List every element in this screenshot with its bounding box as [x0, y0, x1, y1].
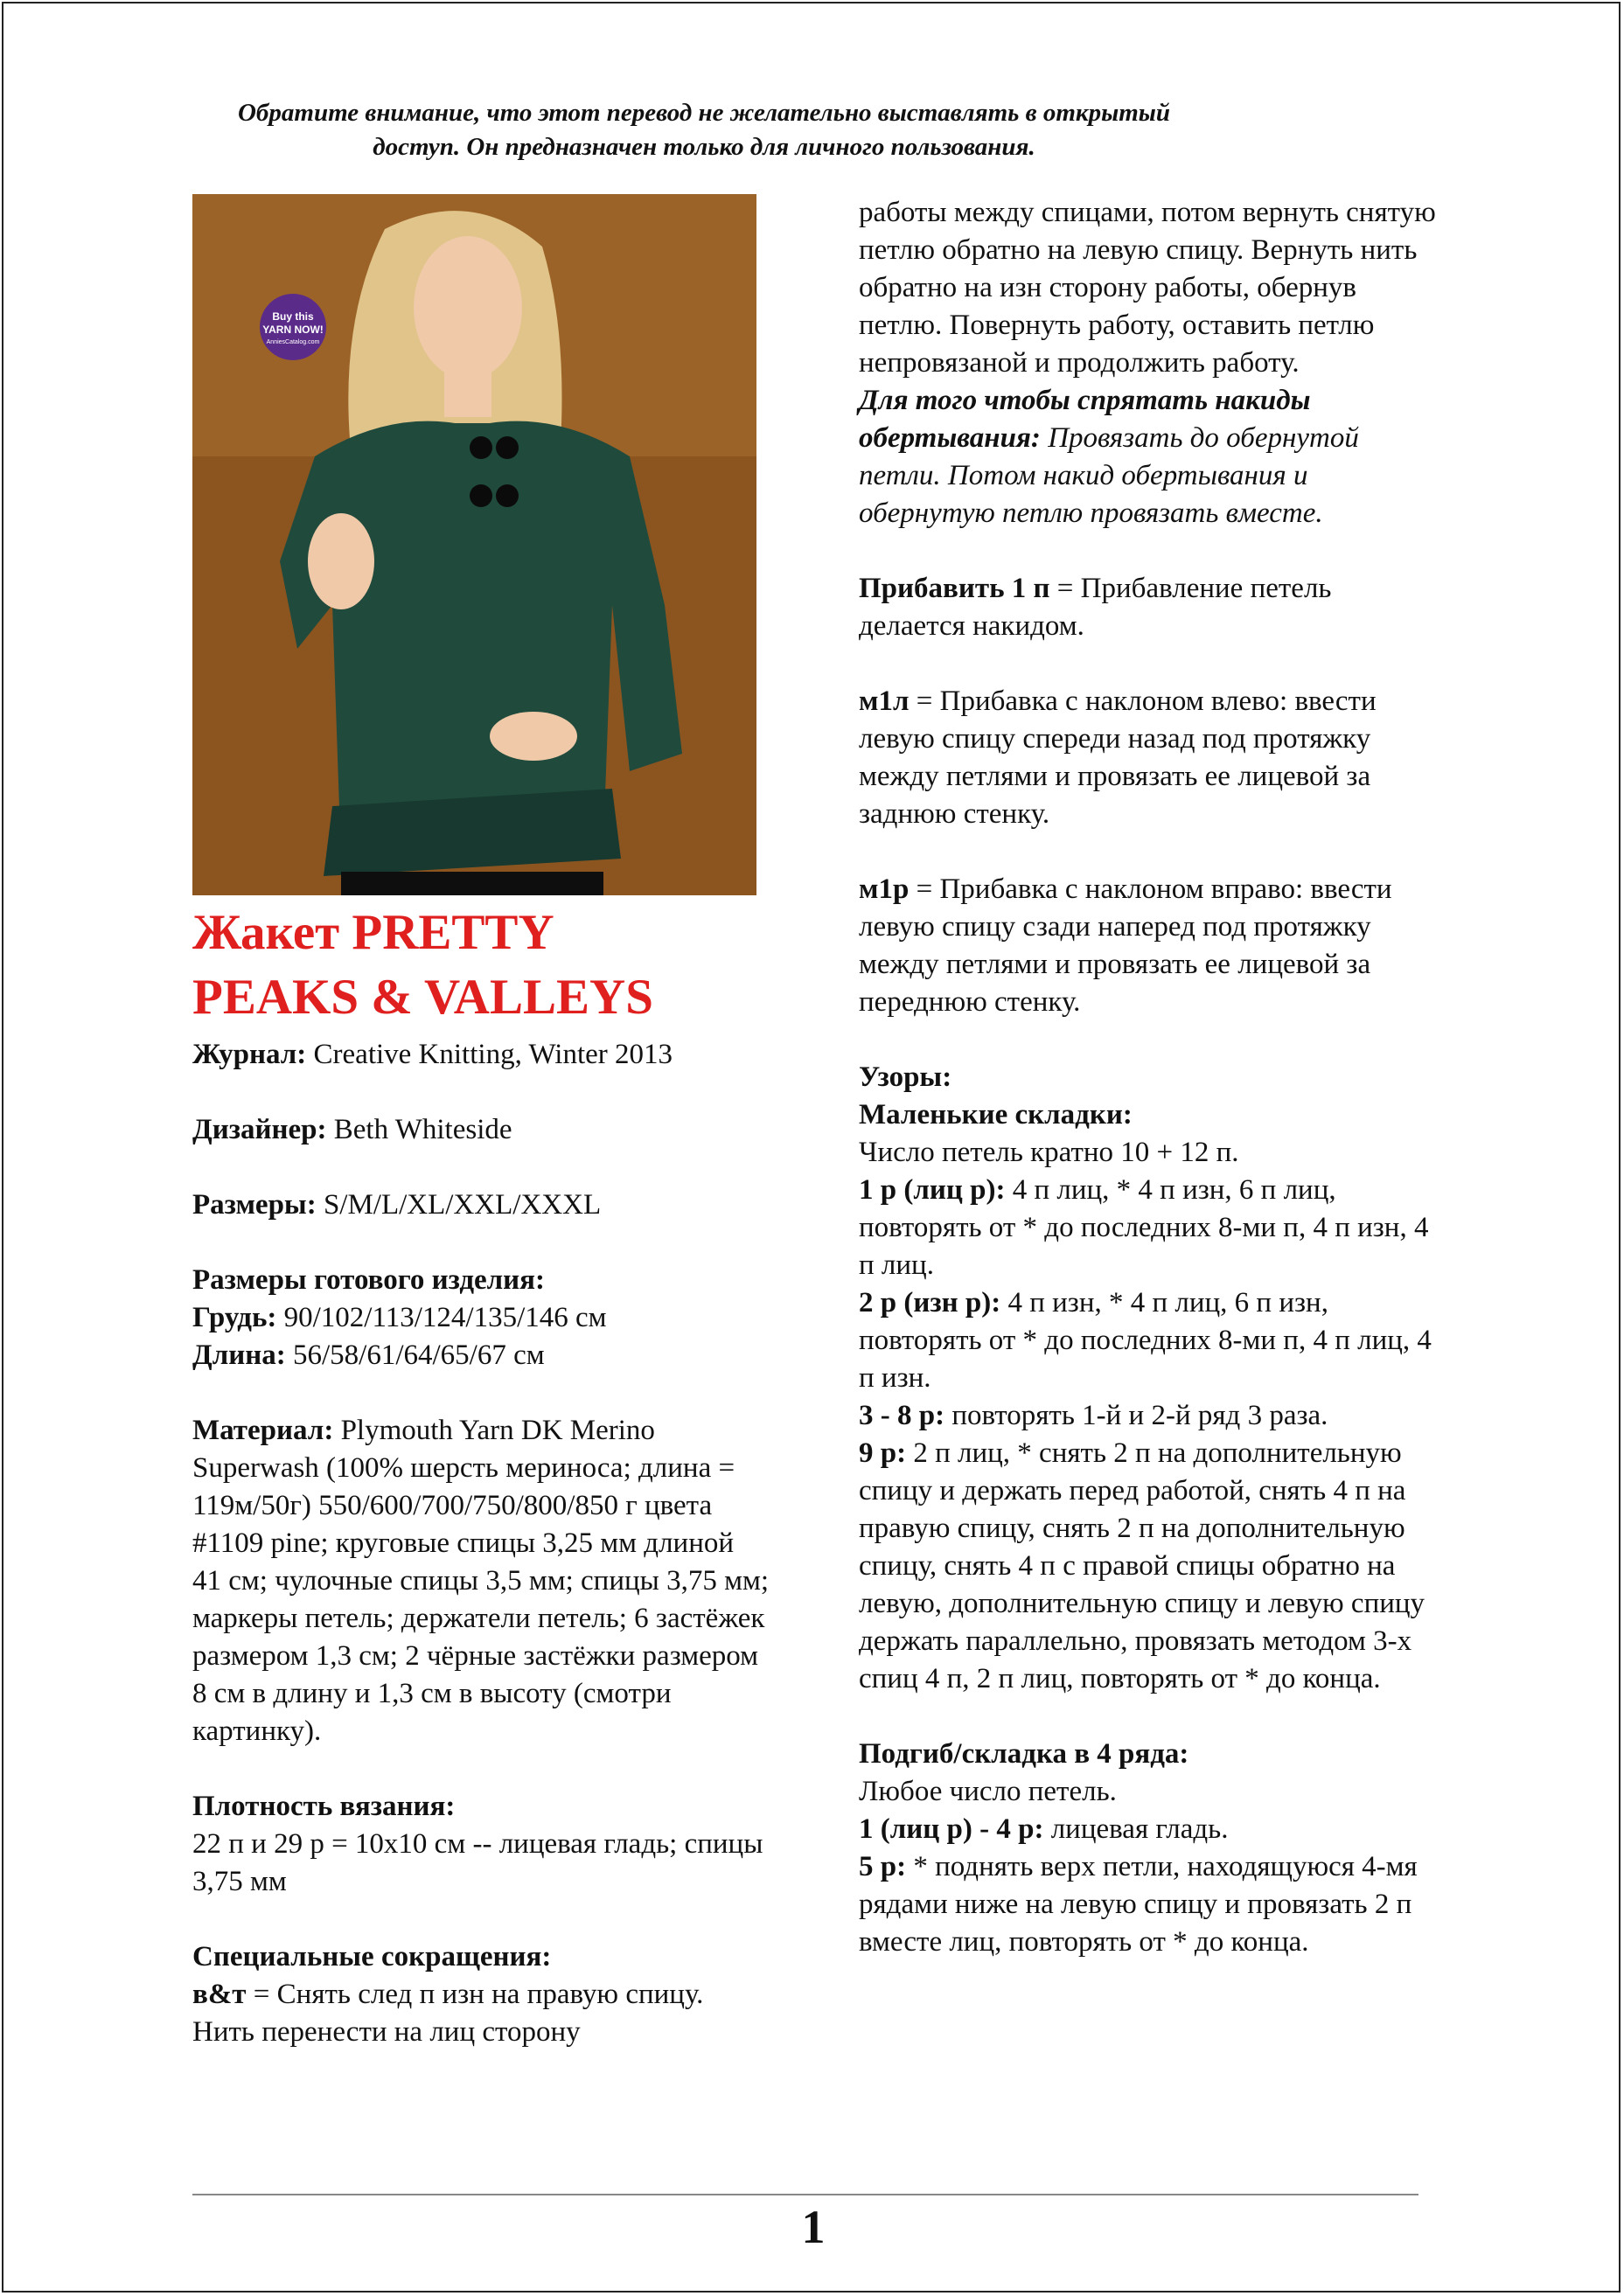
row3-8-text: повторять 1-й и 2-й ряд 3 раза.	[944, 1400, 1328, 1431]
tuck-block	[859, 1736, 1436, 1961]
title-line-1: Жакет PRETTY	[192, 905, 554, 960]
magazine-block	[192, 1036, 770, 1074]
pants-shape	[341, 872, 603, 895]
length-value: 56/58/61/64/65/67 см	[285, 1339, 545, 1371]
row3-8-label: 3 - 8 р:	[859, 1400, 945, 1431]
length-label: Длина:	[192, 1339, 286, 1371]
buy-yarn-badge	[260, 294, 326, 360]
designer-block	[192, 1111, 770, 1149]
pleats-multiple: Число петель кратно 10 + 12 п.	[859, 1137, 1239, 1168]
pleats-heading: Маленькие складки:	[859, 1099, 1133, 1131]
hide-wraps-text: Провязать до обернутой петли. Потом накид обертывания и обернутую петлю провязать вместе.	[859, 422, 1359, 529]
patterns-block	[859, 1059, 1436, 1698]
material-block	[192, 1412, 770, 1750]
tuck-row5-label: 5 р:	[859, 1851, 907, 1882]
increase-text: = Прибавление петель делается накидом.	[859, 573, 1332, 642]
left-column	[192, 1036, 770, 2089]
row2-text: 4 п изн, * 4 п лиц, 6 п изн, повторять от * до последних 8-ми п, 4 п лиц, 4 п изн.	[859, 1287, 1432, 1394]
magazine-value: Creative Knitting, Winter 2013	[306, 1039, 673, 1070]
tuck-heading: Подгиб/складка в 4 ряда:	[859, 1738, 1189, 1770]
wrap-turn-text: = Снять след п изн на правую спицу. Нить перенести на лиц сторону	[192, 1979, 704, 2048]
m1l-text: = Прибавка с наклоном влево: ввести левую спицу спереди назад под протяжку между петлями и провязать ее лицевой за заднюю стенку.	[859, 685, 1377, 830]
page-number: 1	[801, 2201, 826, 2253]
chest-label: Грудь:	[192, 1302, 277, 1333]
tuck-any-stitches: Любое число петель.	[859, 1776, 1117, 1807]
row1-label: 1 р (лиц р):	[859, 1174, 1006, 1206]
chest-value: 90/102/113/124/135/146 см	[276, 1302, 607, 1333]
magazine-label: Журнал:	[192, 1039, 307, 1070]
gauge-heading: Плотность вязания:	[192, 1791, 456, 1822]
material-label: Материал:	[192, 1415, 334, 1446]
tuck-row5-text: * поднять верх петли, находящуюся 4-мя рядами ниже на левую спицу и провязать 2 п вместе лиц, повторять от * до конца.	[859, 1851, 1418, 1958]
designer-label: Дизайнер:	[192, 1114, 327, 1145]
increase-label: Прибавить 1 п	[859, 573, 1050, 604]
tuck-rows-1-4-label: 1 (лиц р) - 4 р:	[859, 1813, 1044, 1845]
neck-shape	[444, 365, 491, 417]
m1l-block	[859, 683, 1436, 833]
patterns-heading: Узоры:	[859, 1061, 952, 1093]
finished-size-heading: Размеры готового изделия:	[192, 1264, 546, 1296]
sizes-block	[192, 1186, 770, 1224]
wrap-continuation-text: работы между спицами, потом вернуть снятую петлю обратно на левую спицу. Вернуть нить обратно на изн сторону работы, обернув петлю. Повернуть работу, оставить петлю непровязаной и продолжить работу.	[859, 197, 1436, 379]
material-value: Plymouth Yarn DK Merino Superwash (100% шерсть мериноса; длина = 119м/50г) 550/600/700/750/800/850 г цвета #1109 pine; круговые спицы 3,25 мм длиной 41 см; чулочные спицы 3,5 мм; спицы 3,75 мм; маркеры петель; держатели петель; 6 застёжек размером 1,3 см; 2 чёрные застёжки размером 8 см в длину и 1,3 см в высоту (смотри картинку).	[192, 1415, 770, 1747]
footer-divider	[192, 2194, 1418, 2195]
abbreviations-heading: Специальные сокращения:	[192, 1941, 552, 1972]
row9-text: 2 п лиц, * снять 2 п на дополнительную спицу и держать перед работой, снять 4 п на правую спицу, снять 2 п на дополнительную спицу, снять 4 п с правой спицы обратно на левую, дополнительную спицу и левую спицу держать параллельно, провязать методом 3-х спиц 4 п, 2 п лиц, повторять от * до конца.	[859, 1437, 1425, 1694]
sizes-value: S/M/L/XL/XXL/XXXL	[316, 1189, 602, 1221]
product-photo	[192, 194, 756, 895]
model-illustration	[192, 194, 756, 895]
m1r-label: м1р	[859, 873, 910, 905]
m1r-text: = Прибавка с наклоном вправо: ввести левую спицу сзади наперед под протяжку между петлями и провязать ее лицевой за переднюю стенку.	[859, 873, 1392, 1018]
finished-size-block	[192, 1262, 770, 1374]
increase-block	[859, 570, 1436, 645]
row9-label: 9 р:	[859, 1437, 907, 1469]
copyright-notice: Обратите внимание, что этот перевод не желательно выставлять в открытый доступ. Он предназначен только для личного пользования.	[237, 99, 1171, 161]
hip-hand-shape	[490, 712, 577, 761]
face-shape	[414, 236, 522, 379]
badge-line-3: AnniesCatalog.com	[266, 339, 320, 345]
m1l-label: м1л	[859, 685, 910, 717]
row1-text: 4 п лиц, * 4 п изн, 6 п лиц, повторять от * до последних 8-ми п, 4 п изн, 4 п лиц.	[859, 1174, 1429, 1281]
wrap-turn-label: в&т	[192, 1979, 247, 2010]
right-column	[859, 194, 1436, 1999]
row2-label: 2 р (изн р):	[859, 1287, 1001, 1318]
hand-shape	[308, 513, 374, 609]
gauge-value: 22 п и 29 р = 10х10 см -- лицевая гладь; спицы 3,75 мм	[192, 1828, 763, 1897]
gauge-block	[192, 1788, 770, 1901]
badge-line-2: YARN NOW!	[262, 324, 324, 336]
pattern-title	[192, 901, 770, 1030]
sizes-label: Размеры:	[192, 1189, 317, 1221]
abbreviations-block	[192, 1938, 770, 2051]
badge-line-1: Buy this	[272, 310, 314, 323]
hide-wraps-label: Для того чтобы спрятать накиды обертывания:	[859, 385, 1311, 454]
tuck-rows-1-4-text: лицевая гладь.	[1043, 1813, 1229, 1845]
wrap-continuation-block	[859, 194, 1436, 532]
m1r-block	[859, 871, 1436, 1021]
designer-value: Beth Whiteside	[326, 1114, 512, 1145]
title-line-2: PEAKS & VALLEYS	[192, 970, 653, 1025]
